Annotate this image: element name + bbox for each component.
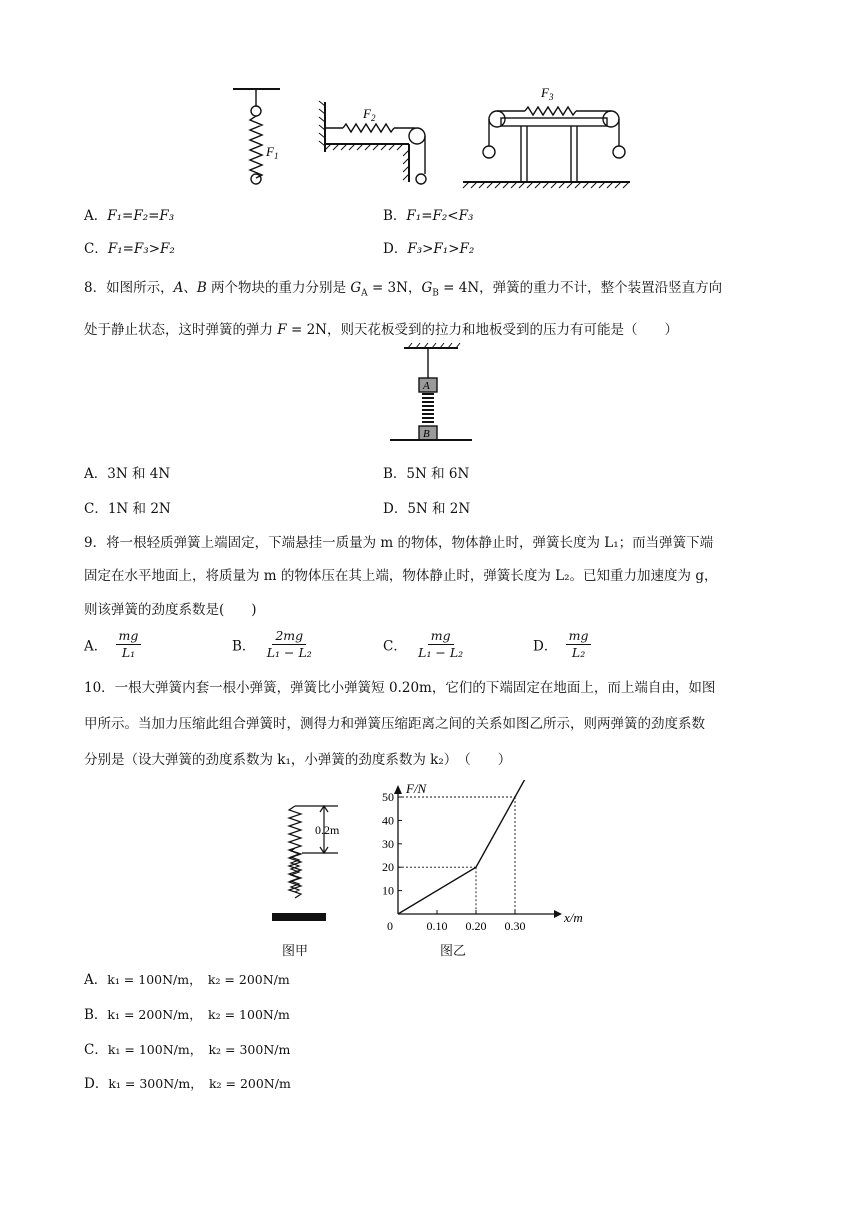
dimension-label: 0.2m	[315, 823, 340, 837]
x-axis-label: x/m	[564, 910, 583, 925]
fig-yi-caption: 图乙	[440, 944, 467, 959]
q7-figure	[225, 82, 635, 192]
y-tick-label: 50	[382, 790, 394, 804]
series-line	[398, 780, 527, 914]
q9-stem-line2: 固定在水平地面上，将质量为 m 的物体压在其上端，物体静止时，弹簧长度为 L₂。已知重力加速度为 g，	[84, 568, 718, 584]
q7-option-d[interactable]: D．F₃>F₁>F₂	[383, 241, 475, 257]
q7-option-c[interactable]: C．F₁=F₃>F₂	[84, 241, 175, 257]
q10-option-d[interactable]: D．k₁ = 300N/m， k₂ = 200N/m	[84, 1076, 291, 1092]
fraction: $\frac{mg}{\text{L₁}}$	[116, 628, 142, 661]
y-tick-label: 20	[382, 860, 394, 875]
label-f2: $F_2$	[363, 106, 376, 123]
y-tick-label: 10	[382, 883, 394, 898]
x-tick-label: 0.30	[504, 919, 526, 933]
ground-plate	[272, 913, 326, 921]
q10-option-c[interactable]: C．k₁ = 100N/m， k₂ = 300N/m	[84, 1042, 291, 1058]
q8-option-a[interactable]: A．3N 和 4N	[84, 466, 171, 482]
q10-chart-yi	[372, 780, 602, 940]
fraction: $\frac{mg}{\text{L₁ − L₂}}$	[418, 628, 464, 660]
q8-stem-line1: 8．如图所示，A、B 两个物块的重力分别是 $G_A = 3N$，$G_B = 4N$，弹簧的重力不计，整个装置沿竖直方向	[84, 280, 723, 299]
block-b-label: B	[423, 428, 430, 440]
q10-option-a[interactable]: A．k₁ = 100N/m， k₂ = 200N/m	[84, 972, 290, 988]
y-axis-arrow	[394, 785, 402, 794]
label-f3: $F_3$	[541, 85, 554, 102]
q8-option-c[interactable]: C．1N 和 2N	[84, 501, 171, 517]
q9-stem-line3: 则该弹簧的劲度系数是( )	[84, 602, 257, 618]
q10-option-b[interactable]: B．k₁ = 200N/m， k₂ = 100N/m	[84, 1007, 290, 1023]
fraction: $\frac{2mg}{\text{L₁ − L₂}}$	[266, 628, 312, 660]
q8-option-d[interactable]: D．5N 和 2N	[383, 501, 471, 517]
q8-option-b[interactable]: B．5N 和 6N	[383, 466, 470, 482]
fraction: $\frac{mg}{\text{L₂}}$	[566, 628, 592, 661]
block-a-label: A	[423, 380, 430, 392]
q9-option-d[interactable]: D． $\frac{mg}{\text{L₂}}$	[533, 628, 595, 661]
q9-stem-line1: 9．将一根轻质弹簧上端固定，下端悬挂一质量为 m 的物体，物体静止时，弹簧长度为 L₁；而当弹簧下端	[84, 535, 714, 551]
setup-3-table-pulleys	[463, 107, 630, 188]
q7-option-b[interactable]: B．F₁=F₂<F₃	[383, 208, 474, 224]
y-axis-label: F/N	[406, 781, 427, 796]
x-tick-label: 0	[387, 919, 393, 933]
y-tick-label: 30	[382, 836, 394, 851]
x-tick-label: 0.10	[426, 919, 448, 933]
q10-stem-line1: 10．一根大弹簧内套一根小弹簧，弹簧比小弹簧短 0.20m，它们的下端固定在地面上，而上端自由，如图	[84, 680, 716, 696]
q10-stem-line2: 甲所示。当加力压缩此组合弹簧时，测得力和弹簧压缩距离之间的关系如图乙所示，则两弹簧的劲度系数	[84, 716, 705, 732]
x-axis-arrow	[554, 910, 562, 918]
q7-option-a[interactable]: A．F₁=F₂=F₃	[84, 208, 175, 224]
q8-stem-line2: 处于静止状态，这时弹簧的弹力 F = 2N，则天花板受到的拉力和地板受到的压力有可能是（ ）	[84, 322, 678, 338]
q10-stem-line3: 分别是（设大弹簧的劲度系数为 k₁，小弹簧的劲度系数为 k₂） （ ）	[84, 752, 512, 768]
q8-figure	[386, 342, 476, 446]
setup-1-hanging-spring	[233, 89, 280, 184]
q9-option-c[interactable]: C． $\frac{mg}{\text{L₁ − L₂}}$	[383, 628, 470, 661]
q10-figure-jia	[262, 796, 362, 926]
q9-option-b[interactable]: B． $\frac{2mg}{\text{L₁ − L₂}}$	[232, 628, 319, 661]
q9-option-a[interactable]: A． $\frac{mg}{\text{L₁}}$	[84, 628, 145, 661]
fig-jia-caption: 图甲	[282, 944, 309, 959]
y-tick-label: 40	[382, 813, 394, 828]
label-f1: $F_1$	[266, 144, 279, 161]
x-tick-label: 0.20	[465, 919, 487, 933]
